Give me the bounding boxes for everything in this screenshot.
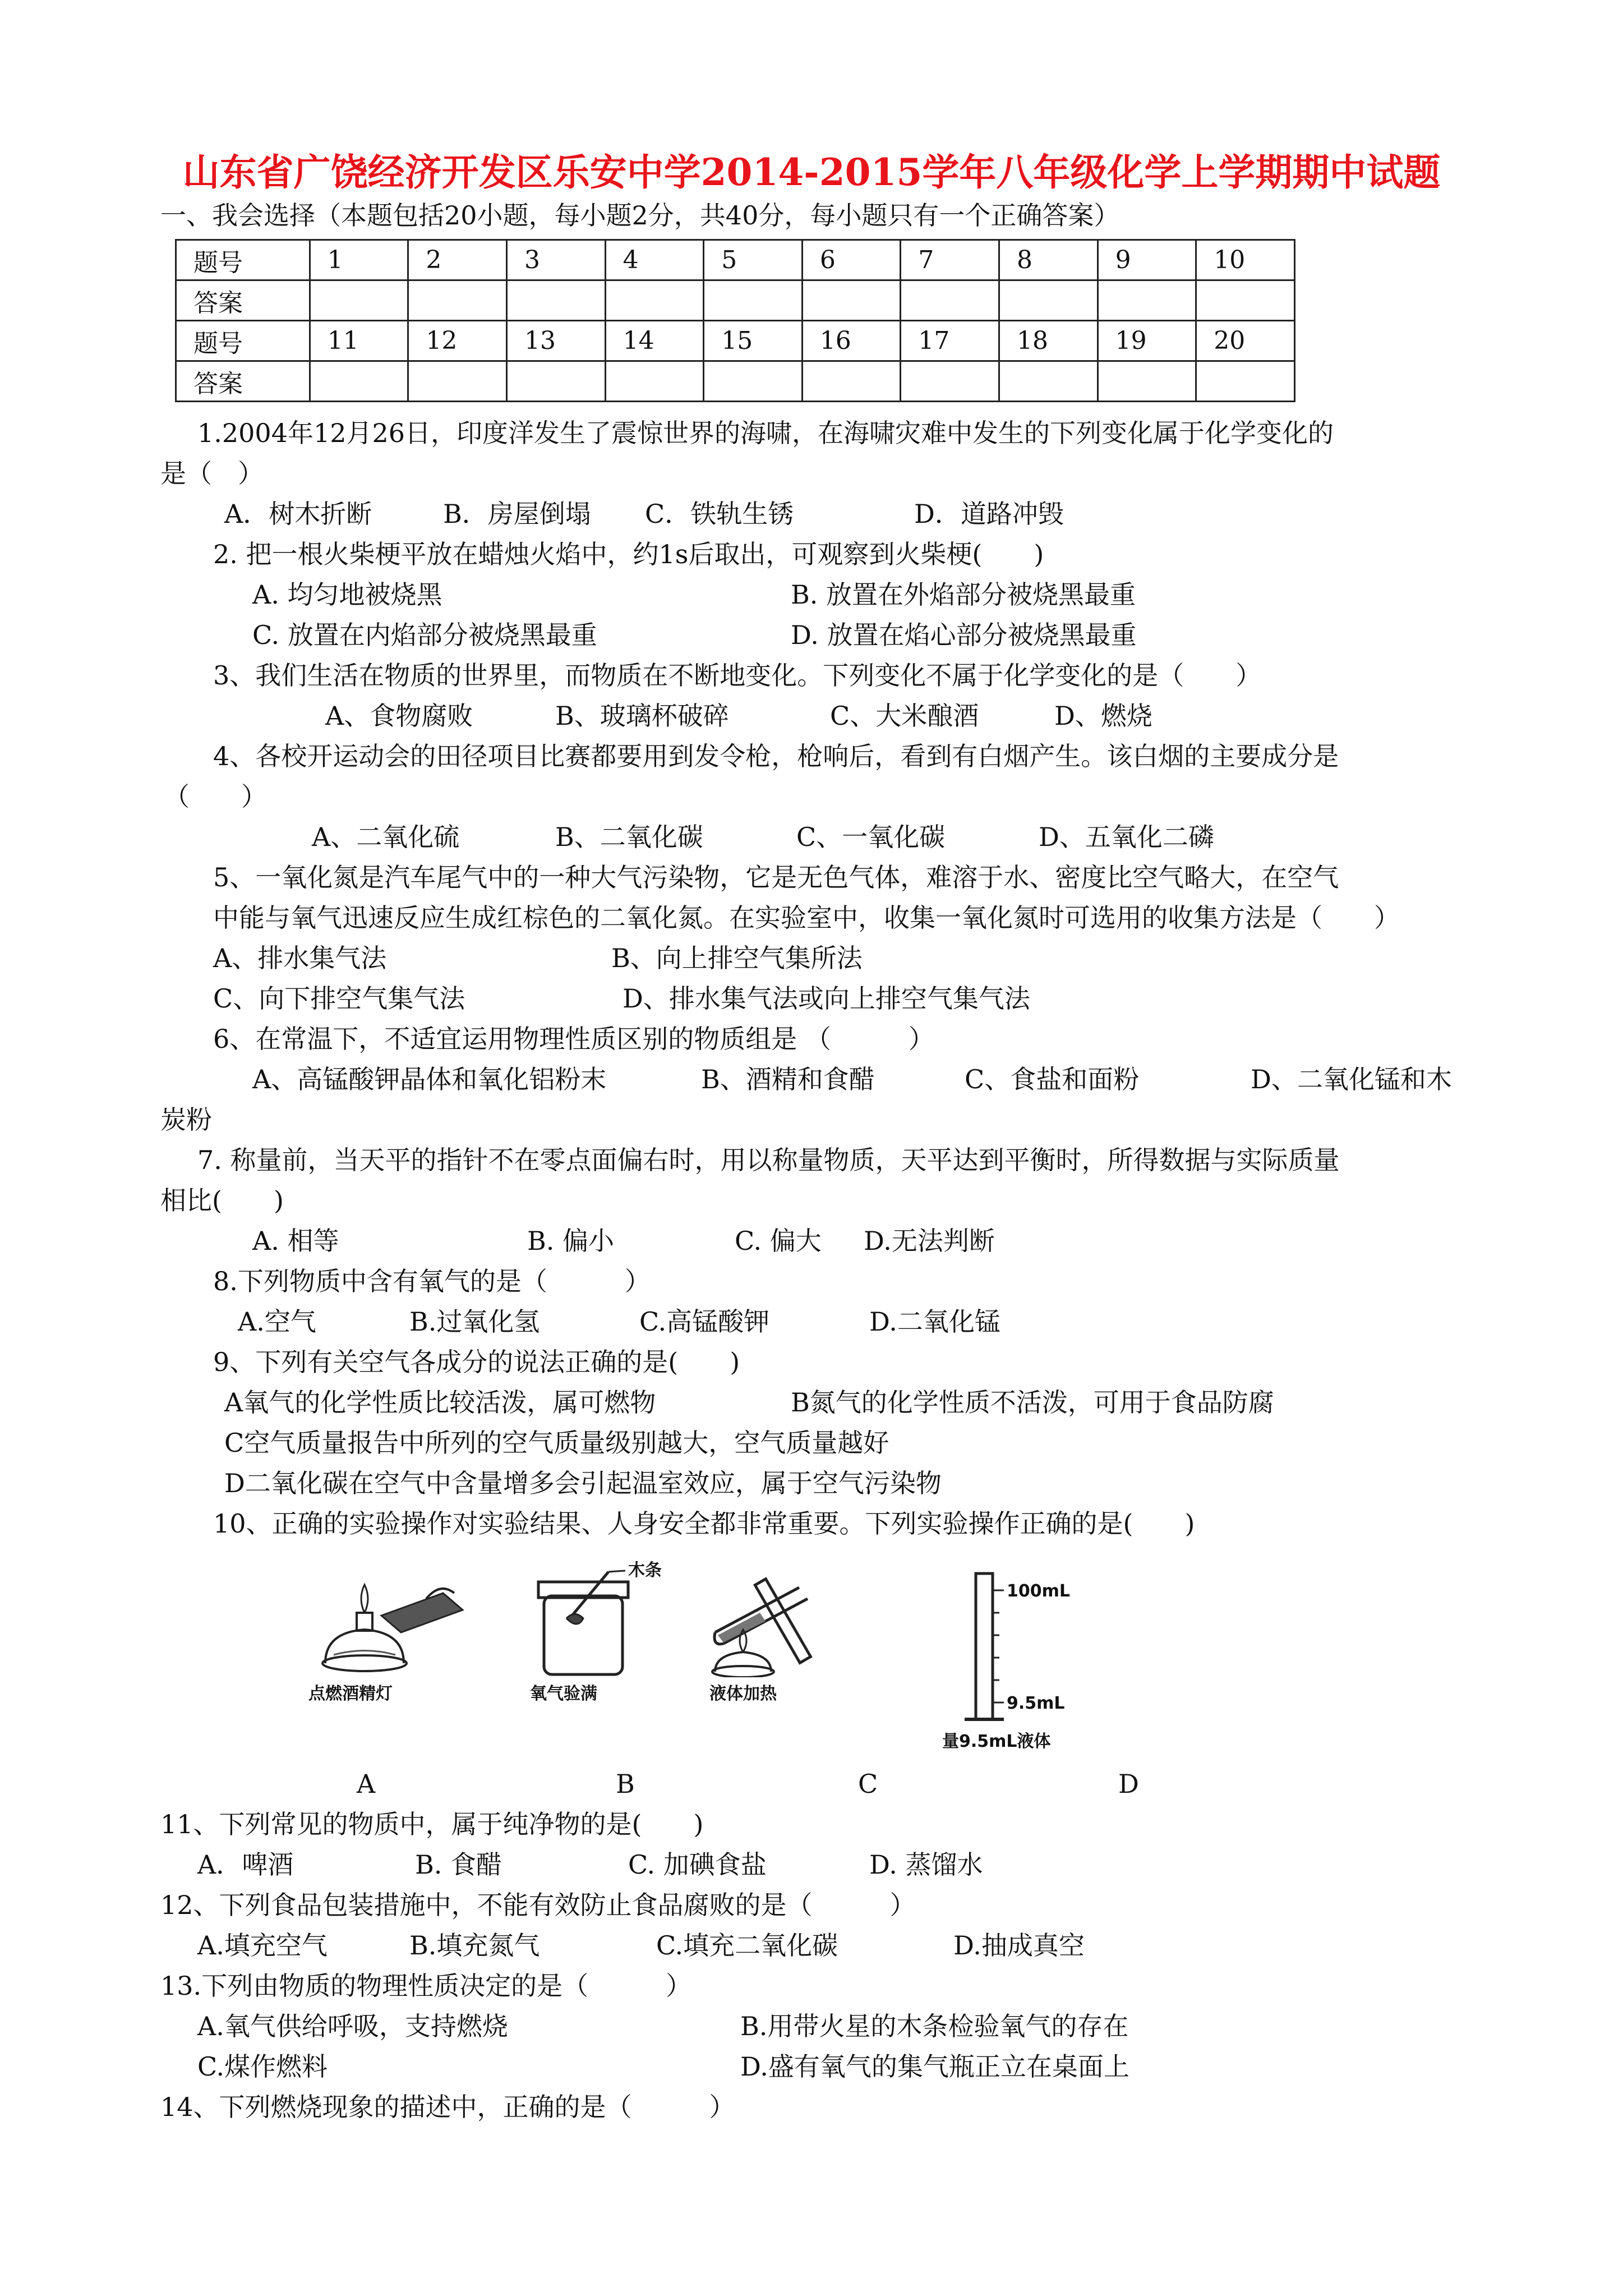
option-3c: C、大米酿酒 <box>830 701 979 731</box>
table-cell: 1 <box>310 240 408 280</box>
answer-cell[interactable] <box>408 280 507 321</box>
option-6d-cont: 炭粉 <box>160 1105 212 1135</box>
answer-cell[interactable] <box>310 361 408 402</box>
option-13b: B.用带火星的木条检验氧气的存在 <box>740 2011 1129 2041</box>
alcohol-lamp-illustration <box>303 1571 488 1677</box>
question-5-stem: 5、一氧化氮是汽车尾气中的一种大气污染物，它是无色气体，难溶于水、密度比空气略大，在空气 <box>213 862 1339 892</box>
table-cell: 题号 <box>176 240 310 280</box>
option-2c: C. 放置在内焰部分被烧黑最重 <box>252 620 597 650</box>
option-4a: A、二氧化硫 <box>312 822 460 852</box>
table-cell: 10 <box>1196 240 1295 280</box>
option-7a: A. 相等 <box>252 1226 339 1256</box>
question-7-stem: 7. 称量前，当天平的指针不在零点面偏右时，用以称量物质，天平达到平衡时，所得数据与实际质量 <box>197 1145 1340 1175</box>
option-2b: B. 放置在外焰部分被烧黑最重 <box>791 579 1136 610</box>
option-8d: D.二氧化锰 <box>869 1306 1000 1337</box>
option-8b: B.过氧化氢 <box>409 1306 540 1337</box>
option-9a: A氧气的化学性质比较活泼，属可燃物 <box>224 1387 656 1418</box>
table-cell: 14 <box>605 321 704 361</box>
answer-cell[interactable] <box>310 280 408 321</box>
option-1c: C．铁轨生锈 <box>645 499 794 529</box>
option-9c: C空气质量报告中所列的空气质量级别越大，空气质量越好 <box>224 1428 889 1458</box>
table-cell: 9 <box>1098 240 1196 280</box>
question-3-stem: 3、我们生活在物质的世界里，而物质在不断地变化。下列变化不属于化学变化的是（ ） <box>213 660 1262 691</box>
question-10-stem: 10、正确的实验操作对实验结果、人身安全都非常重要。下列实验操作正确的是( ) <box>213 1508 1195 1539</box>
option-4d: D、五氧化二磷 <box>1039 822 1214 852</box>
figure-b-caption: 氧气验满 <box>530 1684 597 1704</box>
figure-a-caption: 点燃酒精灯 <box>308 1684 393 1704</box>
option-6c: C、食盐和面粉 <box>965 1064 1140 1094</box>
option-11d: D. 蒸馏水 <box>869 1849 983 1880</box>
option-6d: D、二氧化锰和木 <box>1251 1064 1452 1094</box>
table-cell: 答案 <box>176 280 310 321</box>
answer-cell[interactable] <box>605 361 704 402</box>
test-tube-heating-illustration <box>693 1565 872 1677</box>
answer-cell[interactable] <box>704 280 803 321</box>
table-cell: 5 <box>704 240 803 280</box>
option-4c: C、一氧化碳 <box>796 822 946 852</box>
option-1a: A．树木折断 <box>224 499 372 529</box>
option-3b: B、玻璃杯破碎 <box>555 701 729 731</box>
table-row <box>176 361 1295 402</box>
cylinder-bottom-label: 9.5mL <box>1007 1694 1065 1713</box>
table-cell: 16 <box>802 321 901 361</box>
table-row <box>176 240 1295 280</box>
option-1d: D．道路冲毁 <box>914 499 1064 529</box>
table-cell: 6 <box>802 240 901 280</box>
figure-b <box>522 1561 667 1704</box>
table-cell: 4 <box>605 240 704 280</box>
table-cell: 答案 <box>176 361 310 402</box>
option-2a: A. 均匀地被烧黑 <box>252 579 442 610</box>
question-13-stem: 13.下列由物质的物理性质决定的是（ ） <box>160 1971 692 2001</box>
question-9-stem: 9、下列有关空气各成分的说法正确的是( ) <box>213 1347 740 1377</box>
option-5d: D、排水集气法或向上排空气集气法 <box>623 983 1030 1014</box>
option-1b: B．房屋倒塌 <box>443 499 591 529</box>
option-6b: B、酒精和食醋 <box>701 1064 875 1094</box>
table-cell: 18 <box>999 321 1098 361</box>
option-9b: B氮气的化学性质不活泼，可用于食品防腐 <box>791 1387 1274 1418</box>
option-7b: B. 偏小 <box>527 1226 615 1256</box>
option-13d: D.盛有氧气的集气瓶正立在桌面上 <box>740 2051 1129 2082</box>
option-6a: A、高锰酸钾晶体和氧化铝粉末 <box>252 1064 607 1094</box>
answer-cell[interactable] <box>802 361 901 402</box>
table-cell: 20 <box>1196 321 1295 361</box>
option-5b: B、向上排空气集所法 <box>611 943 863 973</box>
option-3d: D、燃烧 <box>1054 701 1152 731</box>
option-2d: D. 放置在焰心部分被烧黑最重 <box>791 620 1137 650</box>
option-7c: C. 偏大 <box>735 1226 822 1256</box>
option-5c: C、向下排空气集气法 <box>213 983 465 1014</box>
figure-c-letter: C <box>858 1769 878 1799</box>
answer-cell[interactable] <box>1098 280 1196 321</box>
table-cell: 15 <box>704 321 803 361</box>
question-14-stem: 14、下列燃烧现象的描述中，正确的是（ ） <box>160 2092 735 2122</box>
option-12a: A.填充空气 <box>197 1930 328 1961</box>
option-5a: A、排水集气法 <box>213 943 387 973</box>
figure-a-letter: A <box>357 1769 376 1799</box>
option-13a: A.氧气供给呼吸，支持燃烧 <box>197 2011 508 2041</box>
answer-cell[interactable] <box>802 280 901 321</box>
option-11a: A．啤酒 <box>197 1849 294 1880</box>
table-cell: 3 <box>506 240 605 280</box>
option-3a: A、食物腐败 <box>325 701 473 731</box>
question-2-stem: 2. 把一根火柴梗平放在蜡烛火焰中，约1s后取出，可观察到火柴梗( ) <box>213 539 1044 569</box>
cylinder-top-label: 100mL <box>1007 1581 1070 1601</box>
answer-cell[interactable] <box>901 280 999 321</box>
figure-c <box>693 1565 872 1704</box>
table-cell: 12 <box>408 321 507 361</box>
option-9d: D二氧化碳在空气中含量增多会引起温室效应，属于空气污染物 <box>224 1468 942 1498</box>
figure-b-letter: B <box>616 1769 635 1799</box>
table-cell: 2 <box>408 240 507 280</box>
table-cell: 11 <box>310 321 408 361</box>
page-title: 山东省广饶经济开发区乐安中学2014-2015学年八年级化学上学期期中试题 <box>182 150 1441 194</box>
question-8-stem: 8.下列物质中含有氧气的是（ ） <box>213 1266 651 1296</box>
answer-cell[interactable] <box>1196 361 1295 402</box>
question-4-stem-cont: （ ） <box>164 781 267 812</box>
figure-d-caption: 量9.5mL液体 <box>942 1732 1051 1751</box>
figure-d <box>942 1568 1110 1751</box>
option-12b: B.填充氮气 <box>409 1930 540 1961</box>
option-13c: C.煤作燃料 <box>197 2051 328 2082</box>
question-5-stem-cont: 中能与氧气迅速反应生成红棕色的二氧化氮。在实验室中，收集一氧化氮时可选用的收集方法是（ ） <box>213 903 1400 933</box>
table-cell: 13 <box>506 321 605 361</box>
answer-cell[interactable] <box>506 280 605 321</box>
answer-cell[interactable] <box>605 280 704 321</box>
table-row <box>176 321 1295 361</box>
table-cell: 题号 <box>176 321 310 361</box>
answer-cell[interactable] <box>999 280 1098 321</box>
table-cell: 7 <box>901 240 999 280</box>
question-4-stem: 4、各校开运动会的田径项目比赛都要用到发令枪，枪响后，看到有白烟产生。该白烟的主要成分是 <box>213 741 1339 771</box>
gas-bottle-illustration <box>522 1565 667 1677</box>
question-7-stem-cont: 相比( ) <box>160 1185 284 1216</box>
option-11b: B. 食醋 <box>415 1849 502 1880</box>
answer-cell[interactable] <box>408 361 507 402</box>
table-cell: 8 <box>999 240 1098 280</box>
question-6-stem: 6、在常温下，不适宜运用物理性质区别的物质组是 （ ） <box>213 1024 934 1054</box>
answer-cell[interactable] <box>506 361 605 402</box>
option-8a: A.空气 <box>238 1306 316 1337</box>
answer-cell[interactable] <box>1196 280 1295 321</box>
option-12d: D.抽成真空 <box>953 1930 1085 1961</box>
answer-cell[interactable] <box>1098 361 1196 402</box>
option-11c: C. 加碘食盐 <box>628 1849 767 1880</box>
option-12c: C.填充二氧化碳 <box>656 1930 838 1961</box>
question-12-stem: 12、下列食品包装措施中，不能有效防止食品腐败的是（ ） <box>160 1890 916 1920</box>
question-1-stem: 1.2004年12月26日，印度洋发生了震惊世界的海啸，在海啸灾难中发生的下列变化属于化学变化的 <box>197 418 1334 448</box>
option-7d: D.无法判断 <box>864 1226 995 1256</box>
question-11-stem: 11、下列常见的物质中，属于纯净物的是( ) <box>160 1809 704 1839</box>
section-heading: 一、我会选择（本题包括20小题，每小题2分，共40分，每小题只有一个正确答案） <box>160 200 1120 231</box>
option-8c: C.高锰酸钾 <box>639 1306 770 1337</box>
wood-stick-label: 木条 <box>628 1561 662 1580</box>
question-1-stem-cont: 是（ ） <box>160 458 264 489</box>
table-cell: 17 <box>901 321 999 361</box>
option-4b: B、二氧化碳 <box>555 822 703 852</box>
answer-cell[interactable] <box>901 361 999 402</box>
answer-cell[interactable] <box>704 361 803 402</box>
figure-d-letter: D <box>1118 1769 1139 1799</box>
table-cell: 19 <box>1098 321 1196 361</box>
table-row <box>176 280 1295 321</box>
figure-a <box>303 1571 488 1704</box>
answer-table <box>175 239 1295 402</box>
answer-cell[interactable] <box>999 361 1098 402</box>
figure-c-caption: 液体加热 <box>709 1684 777 1704</box>
